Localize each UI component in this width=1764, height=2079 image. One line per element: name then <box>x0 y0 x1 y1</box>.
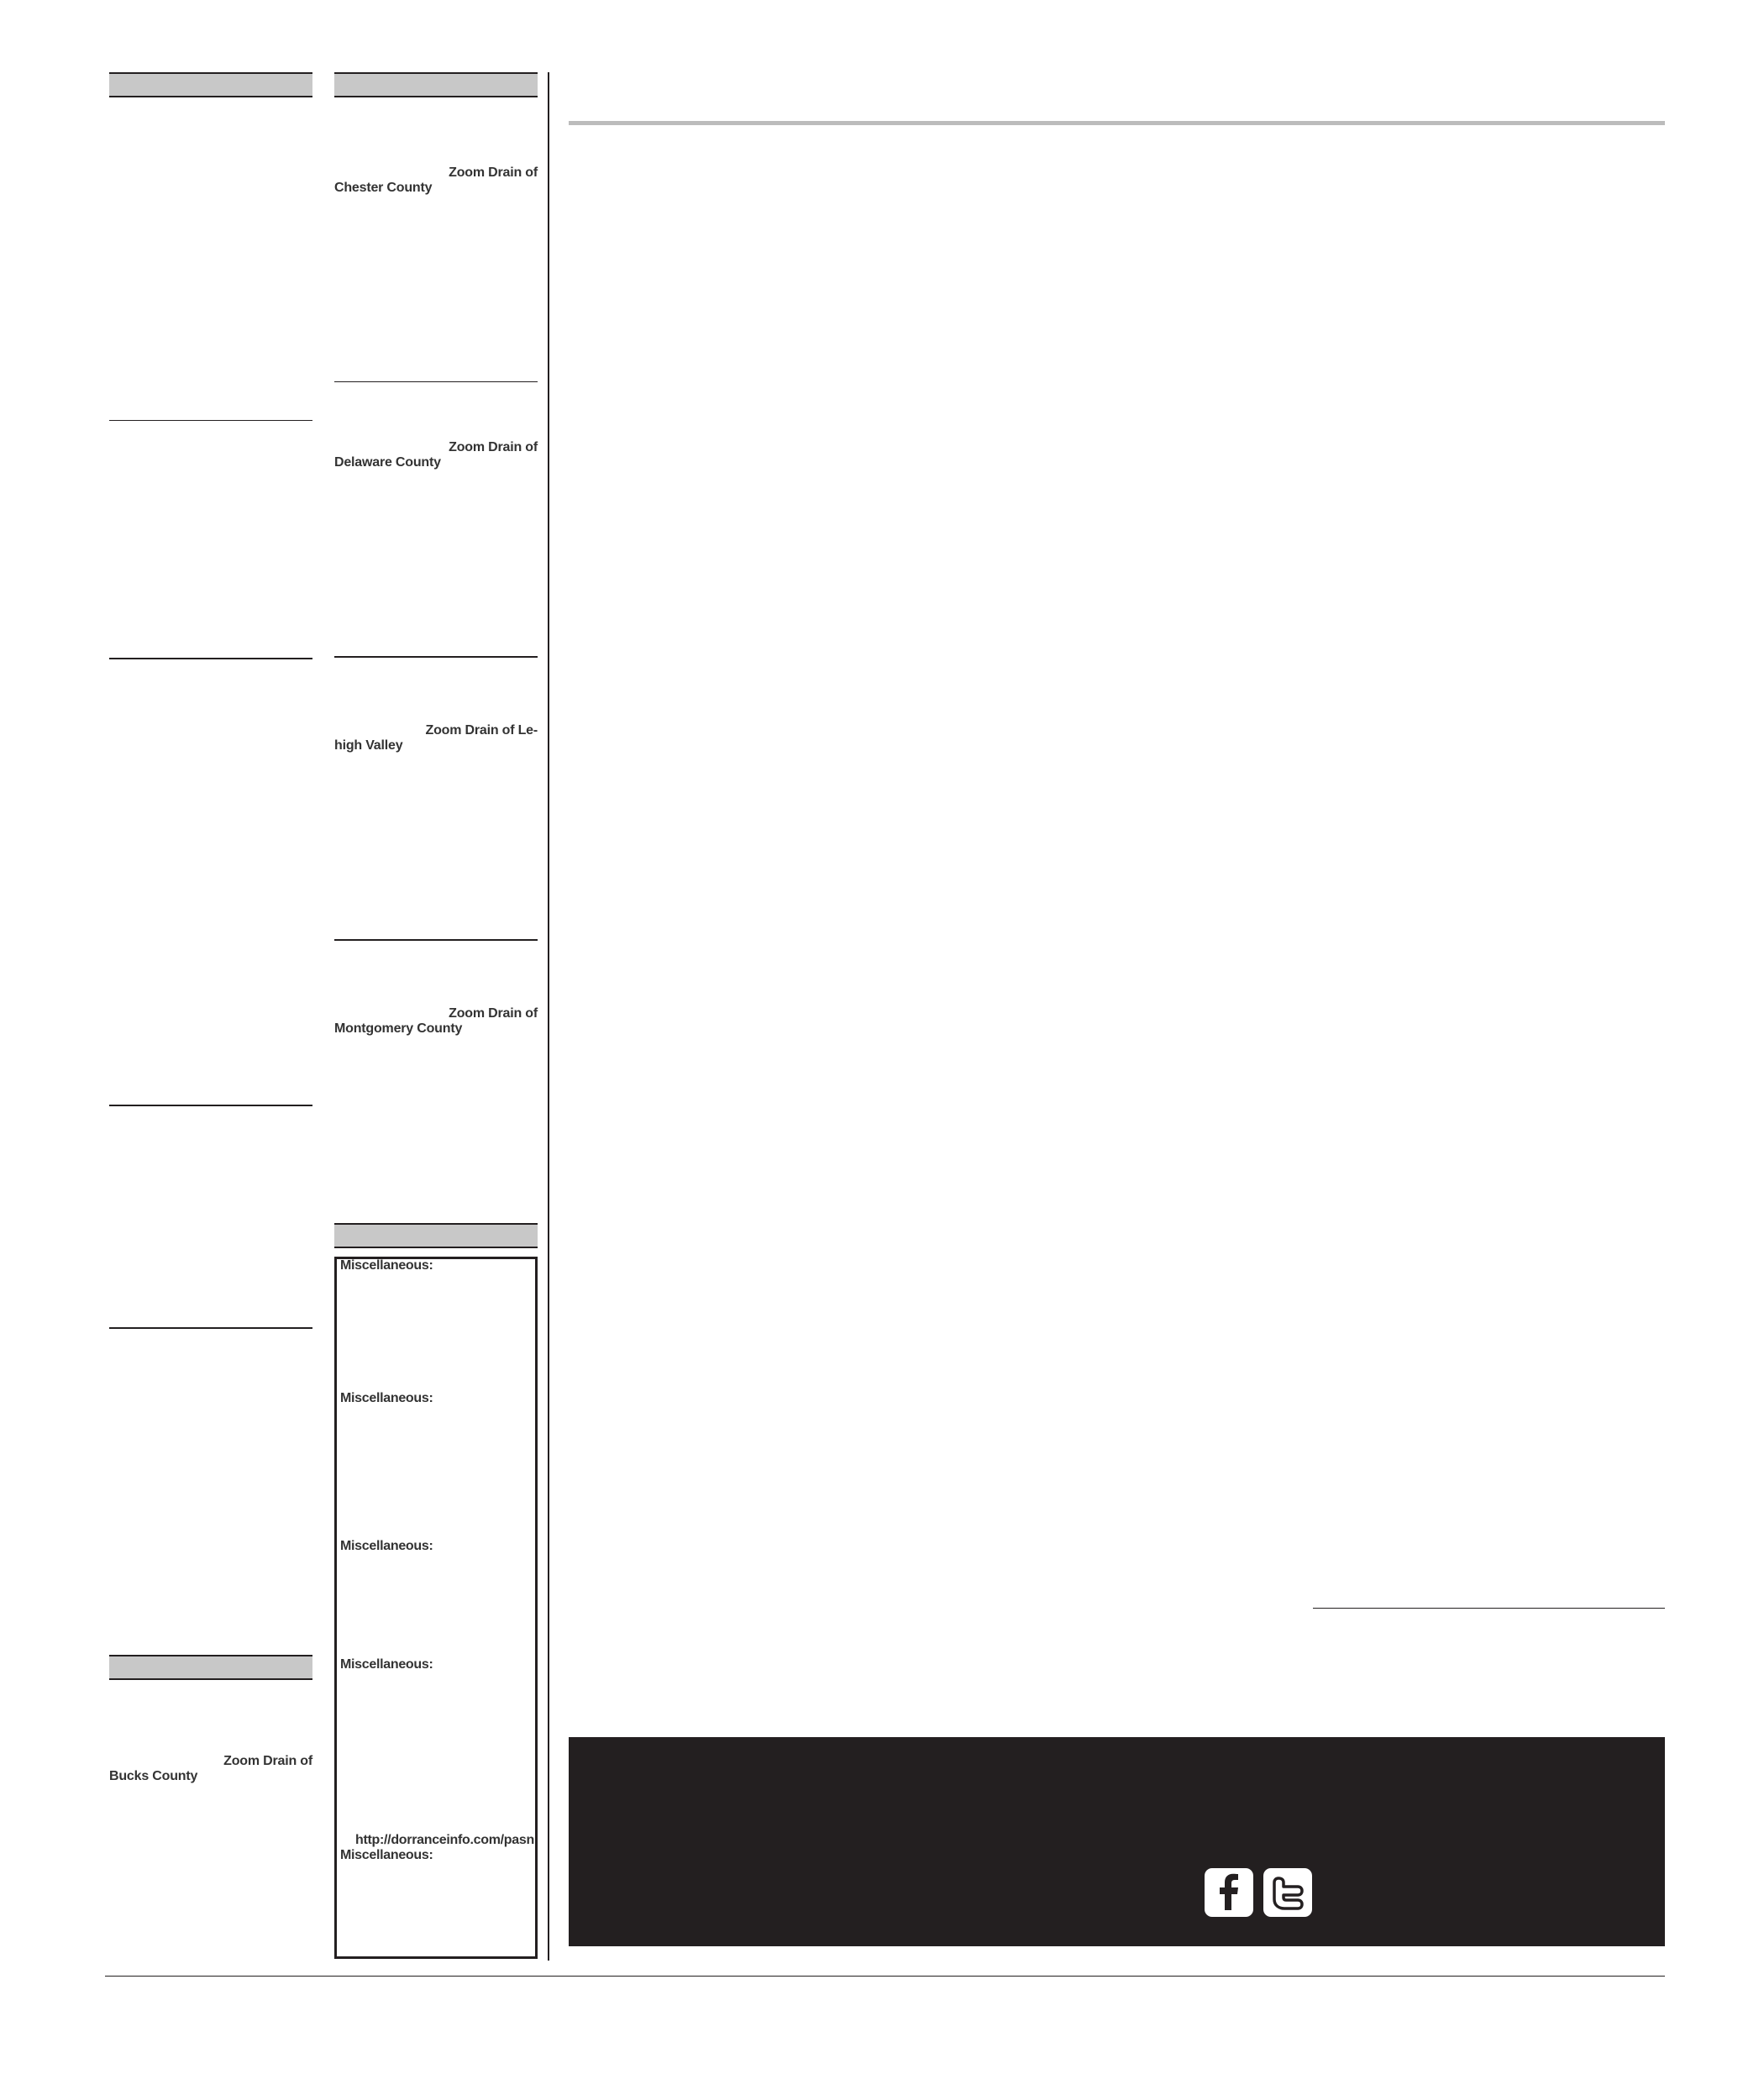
divider <box>109 420 312 421</box>
top-rule <box>569 121 1665 125</box>
website-link[interactable]: http://dorranceinfo.com/pasn <box>355 1833 534 1847</box>
listing-tail: Bucks County <box>109 1769 198 1783</box>
listing-montgomery-county <box>334 1006 538 1037</box>
listing-delaware-county <box>334 440 538 470</box>
listing-lead: Zoom Drain of <box>449 165 538 180</box>
divider <box>109 658 312 659</box>
listing-lehigh-valley <box>334 723 538 753</box>
misc-label: Miscellaneous: <box>340 1539 433 1553</box>
misc-label: Miscellaneous: <box>340 1848 433 1862</box>
footer-band <box>569 1737 1665 1946</box>
misc-label: Miscellaneous: <box>340 1657 433 1672</box>
listing-chester-county <box>334 165 538 196</box>
listing-lead: Zoom Drain of <box>449 1006 538 1021</box>
listing-lead: Zoom Drain of <box>223 1754 312 1768</box>
page-bottom-rule <box>105 1976 1665 1977</box>
divider <box>334 656 538 658</box>
section-header-bar <box>109 1655 312 1680</box>
section-header-bar <box>334 72 538 97</box>
listing-bucks-county <box>109 1754 312 1784</box>
facebook-icon[interactable] <box>1205 1868 1253 1917</box>
divider <box>334 939 538 941</box>
divider <box>1313 1608 1665 1609</box>
misc-label: Miscellaneous: <box>340 1391 433 1405</box>
listing-lead: Zoom Drain of <box>449 440 538 454</box>
section-header-bar <box>334 1223 538 1248</box>
misc-label: Miscellaneous: <box>340 1258 433 1273</box>
column-separator <box>548 72 549 1961</box>
divider <box>109 1105 312 1106</box>
listing-tail: high Valley <box>334 738 403 753</box>
listing-tail: Delaware County <box>334 455 441 470</box>
divider <box>334 381 538 382</box>
listing-tail: Montgomery County <box>334 1021 463 1036</box>
listing-lead: Zoom Drain of Le- <box>425 723 538 738</box>
twitter-icon[interactable] <box>1263 1868 1312 1917</box>
divider <box>109 1327 312 1329</box>
section-header-bar <box>109 72 312 97</box>
listing-tail: Chester County <box>334 181 433 195</box>
